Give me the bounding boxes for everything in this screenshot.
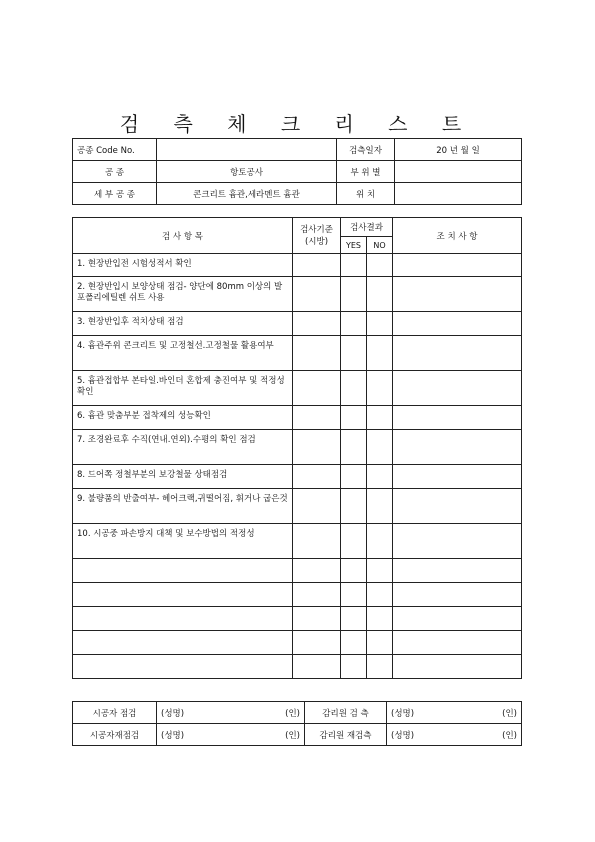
header-standard-line1: 검사기준 (300, 224, 333, 235)
contractor-check-name[interactable]: (성명) (157, 702, 247, 724)
no-cell[interactable] (367, 430, 393, 465)
table-row (73, 430, 522, 465)
code-value[interactable] (157, 139, 337, 161)
no-cell[interactable] (367, 312, 393, 336)
action-cell[interactable] (393, 524, 522, 559)
check-item: 7. 조경완료후 수직(연내.연외).수평의 확인 점검 (73, 430, 293, 465)
supervisor-inspect-seal[interactable]: (인) (467, 702, 522, 724)
contractor-material-name[interactable]: (성명) (157, 724, 247, 746)
no-cell[interactable] (367, 559, 393, 583)
info-table (72, 138, 522, 205)
contractor-material-label: 시공자재점검 (73, 724, 157, 746)
no-cell[interactable] (367, 254, 393, 277)
check-item: 3. 현장반입후 적치상태 점검 (73, 312, 293, 336)
info-row-code (73, 139, 522, 161)
contractor-check-label: 시공자 점검 (73, 702, 157, 724)
standard-cell[interactable] (293, 371, 341, 406)
action-cell[interactable] (393, 312, 522, 336)
standard-cell[interactable] (293, 583, 341, 607)
yes-cell[interactable] (341, 631, 367, 655)
standard-cell[interactable] (293, 277, 341, 312)
yes-cell[interactable] (341, 277, 367, 312)
signature-row-1 (73, 702, 522, 724)
standard-cell[interactable] (293, 312, 341, 336)
action-cell[interactable] (393, 406, 522, 430)
item-cell[interactable] (73, 655, 293, 679)
header-action: 조 치 사 항 (393, 218, 522, 254)
standard-cell[interactable] (293, 524, 341, 559)
work-value[interactable]: 항토공사 (157, 161, 337, 183)
supervisor-reinspect-label: 감리원 재검측 (305, 724, 387, 746)
checklist-table (72, 217, 522, 679)
standard-cell[interactable] (293, 336, 341, 371)
checklist-header-row (73, 218, 522, 237)
item-cell[interactable] (73, 583, 293, 607)
table-row (73, 406, 522, 430)
table-row (73, 277, 522, 312)
standard-cell[interactable] (293, 631, 341, 655)
check-item: 6. 흄관 맞춤부분 접착제의 성능확인 (73, 406, 293, 430)
action-cell[interactable] (393, 430, 522, 465)
yes-cell[interactable] (341, 583, 367, 607)
location-value[interactable] (395, 183, 522, 205)
yes-cell[interactable] (341, 465, 367, 489)
action-cell[interactable] (393, 277, 522, 312)
yes-cell[interactable] (341, 655, 367, 679)
table-row (73, 465, 522, 489)
action-cell[interactable] (393, 607, 522, 631)
yes-cell[interactable] (341, 312, 367, 336)
detail-label: 세 부 공 종 (73, 183, 157, 205)
check-item: 8. 드어쪽 정철부분의 보강철물 상태점검 (73, 465, 293, 489)
contractor-check-seal[interactable]: (인) (247, 702, 305, 724)
header-item: 검 사 항 목 (73, 218, 293, 254)
action-cell[interactable] (393, 254, 522, 277)
action-cell[interactable] (393, 465, 522, 489)
no-cell[interactable] (367, 655, 393, 679)
supervisor-inspect-label: 감리원 검 측 (305, 702, 387, 724)
table-row (73, 371, 522, 406)
action-cell[interactable] (393, 631, 522, 655)
header-result: 검사결과 (341, 218, 393, 237)
dept-value[interactable] (395, 161, 522, 183)
work-label: 공 종 (73, 161, 157, 183)
blank-row (73, 631, 522, 655)
standard-cell[interactable] (293, 254, 341, 277)
table-row (73, 312, 522, 336)
table-row (73, 336, 522, 371)
action-cell[interactable] (393, 489, 522, 524)
item-cell[interactable] (73, 631, 293, 655)
date-value[interactable]: 20 년 월 일 (395, 139, 522, 161)
contractor-material-seal[interactable]: (인) (247, 724, 305, 746)
item-cell[interactable] (73, 559, 293, 583)
yes-cell[interactable] (341, 489, 367, 524)
table-row (73, 489, 522, 524)
no-cell[interactable] (367, 406, 393, 430)
check-item: 2. 현장반입시 보양상태 점검- 양단에 80mm 이상의 발포폴리에틸렌 쉬트 사용 (73, 277, 293, 312)
supervisor-inspect-name[interactable]: (성명) (387, 702, 467, 724)
check-item: 10. 시공중 파손방지 대책 및 보수방법의 적정성 (73, 524, 293, 559)
yes-cell[interactable] (341, 524, 367, 559)
check-item: 4. 흄관주위 콘크리트 및 고정철선.고정철물 활용여부 (73, 336, 293, 371)
action-cell[interactable] (393, 559, 522, 583)
page-title: 검 측 체 크 리 스 트 (119, 112, 476, 136)
header-standard-line2: (시방) (304, 236, 329, 247)
header-no: NO (367, 237, 393, 254)
no-cell[interactable] (367, 631, 393, 655)
action-cell[interactable] (393, 583, 522, 607)
yes-cell[interactable] (341, 559, 367, 583)
standard-cell[interactable] (293, 465, 341, 489)
no-cell[interactable] (367, 465, 393, 489)
info-row-work (73, 161, 522, 183)
no-cell[interactable] (367, 277, 393, 312)
blank-row (73, 559, 522, 583)
standard-cell[interactable] (293, 489, 341, 524)
no-cell[interactable] (367, 607, 393, 631)
table-row (73, 254, 522, 277)
table-row (73, 524, 522, 559)
check-item: 9. 불량품의 반출여부- 헤어크랙,귀떨어짐, 휘거나 굽은것 (73, 489, 293, 524)
yes-cell[interactable] (341, 607, 367, 631)
yes-cell[interactable] (341, 371, 367, 406)
date-label: 검측일자 (337, 139, 395, 161)
dept-label: 부 위 별 (337, 161, 395, 183)
info-row-detail (73, 183, 522, 205)
blank-row (73, 655, 522, 679)
location-label: 위 치 (337, 183, 395, 205)
yes-cell[interactable] (341, 430, 367, 465)
detail-value[interactable]: 콘크리트 흄관,세라멘트 흄관 (157, 183, 337, 205)
supervisor-reinspect-name[interactable]: (성명) (387, 724, 467, 746)
action-cell[interactable] (393, 336, 522, 371)
yes-cell[interactable] (341, 254, 367, 277)
yes-cell[interactable] (341, 336, 367, 371)
no-cell[interactable] (367, 336, 393, 371)
standard-cell[interactable] (293, 430, 341, 465)
code-label: 공종 Code No. (73, 139, 157, 161)
yes-cell[interactable] (341, 406, 367, 430)
standard-cell[interactable] (293, 406, 341, 430)
standard-cell[interactable] (293, 607, 341, 631)
action-cell[interactable] (393, 371, 522, 406)
blank-row (73, 583, 522, 607)
action-cell[interactable] (393, 655, 522, 679)
check-item: 1. 현장반입전 시험성적서 확인 (73, 254, 293, 277)
standard-cell[interactable] (293, 655, 341, 679)
no-cell[interactable] (367, 371, 393, 406)
item-cell[interactable] (73, 607, 293, 631)
signature-row-2 (73, 724, 522, 746)
no-cell[interactable] (367, 524, 393, 559)
no-cell[interactable] (367, 583, 393, 607)
header-yes: YES (341, 237, 367, 254)
check-item: 5. 흄관접합부 본타일.바인더 혼합제 충진여부 및 적정성 확인 (73, 371, 293, 406)
no-cell[interactable] (367, 489, 393, 524)
blank-row (73, 607, 522, 631)
header-standard (293, 218, 341, 254)
signature-table (72, 701, 522, 746)
standard-cell[interactable] (293, 559, 341, 583)
supervisor-reinspect-seal[interactable]: (인) (467, 724, 522, 746)
